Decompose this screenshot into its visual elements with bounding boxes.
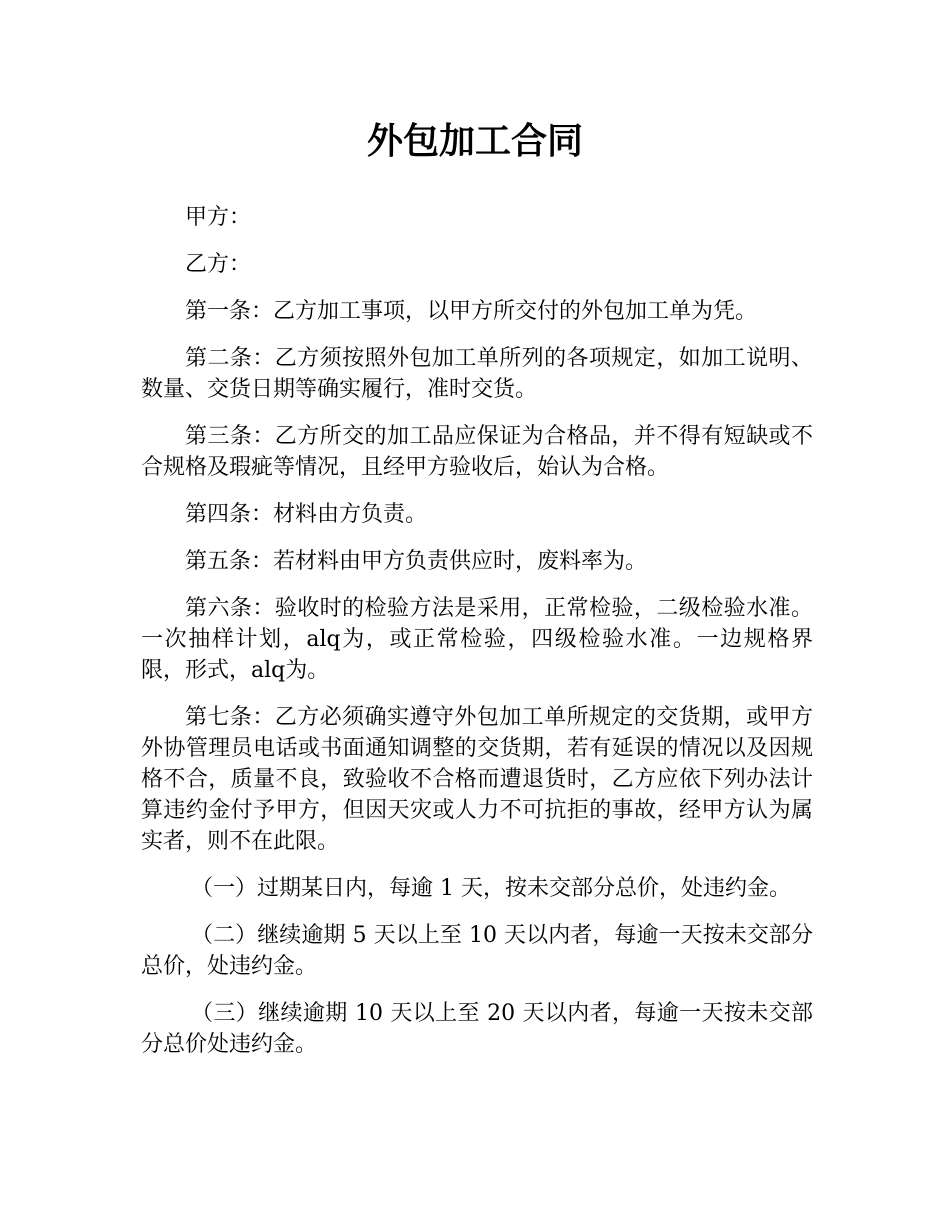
party-b-line: 乙方： xyxy=(185,252,252,277)
document-body xyxy=(141,202,813,1076)
document-title: 外包加工合同 xyxy=(366,121,583,162)
article-3: 第三条：乙方所交的加工品应保证为合格品，并不得有短缺或不合规格及瑕疵等情况，且经甲方验收后，始认为合格。 xyxy=(141,424,813,480)
article-1: 第一条：乙方加工事项，以甲方所交付的外包加工单为凭。 xyxy=(185,299,758,324)
penalty-clause-3: （三）继续逾期 10 天以上至 20 天以内者，每逾一天按未交部分总价处违约金。 xyxy=(141,1001,813,1057)
article-7: 第七条：乙方必须确实遵守外包加工单所规定的交货期，或甲方外协管理员电话或书面通知调整的交货期，若有延误的情况以及因规格不合，质量不良，致验收不合格而遭退货时，乙方应依下列办法计算违约金付予甲方，但因天灾或人力不可抗拒的事故，经甲方认为属实者，则不在此限。 xyxy=(141,705,813,854)
article-6: 第六条：验收时的检验方法是采用，正常检验，二级检验水准。一次抽样计划，alq为，或正常检验，四级检验水准。一边规格界限，形式，alq为。 xyxy=(141,596,813,683)
penalty-clause-2: （二）继续逾期 5 天以上至 10 天以内者，每逾一天按未交部分总价，处违约金。 xyxy=(141,923,813,979)
article-2: 第二条：乙方须按照外包加工单所列的各项规定，如加工说明、数量、交货日期等确实履行，准时交货。 xyxy=(141,346,813,402)
article-4: 第四条：材料由方负责。 xyxy=(185,502,428,527)
article-5: 第五条：若材料由甲方负责供应时，废料率为。 xyxy=(185,549,648,574)
penalty-clause-1: （一）过期某日内，每逾 1 天，按未交部分总价，处违约金。 xyxy=(191,876,791,901)
party-a-line: 甲方： xyxy=(185,205,252,230)
